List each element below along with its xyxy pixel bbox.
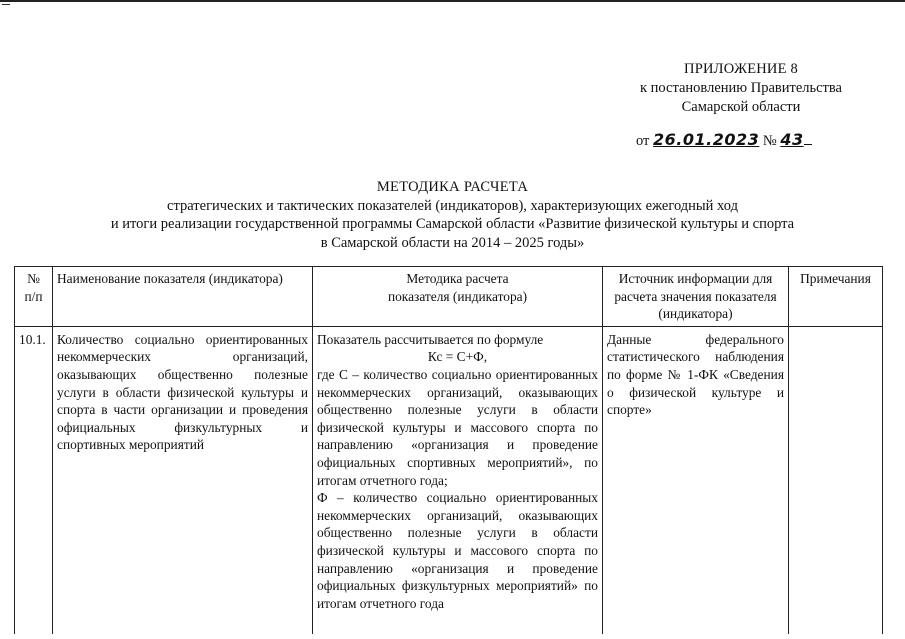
row-source: Данные федерального статистического наблюдения по форме № 1-ФК «Сведения о физической культуре и спорте» (603, 326, 789, 634)
table-header-row (15, 267, 883, 327)
title-line-1: стратегических и тактических показателей (индикаторов), характеризующих ежегодный ход (167, 197, 738, 214)
annex-label: ПРИЛОЖЕНИЕ 8 (684, 61, 798, 77)
document-title (0, 178, 905, 252)
annex-block (600, 60, 882, 117)
title-heading: МЕТОДИКА РАСЧЕТА (376, 179, 529, 195)
title-line-2: и итоги реализации государственной программы Самарской области «Развитие физической культуры и спорта (110, 216, 795, 232)
method-intro: Показатель рассчитывается по формуле (317, 331, 544, 347)
header-num: № п/п (15, 267, 53, 327)
order-prefix: от (636, 133, 650, 149)
annex-decree-ref: к постановлению Правительства (640, 80, 842, 96)
method-formula: Кс = С+Ф, (427, 349, 488, 365)
method-c-definition: где С – количество социально ориентированных некоммерческих организаций, оказывающих общественно полезные услуги в области физической культуры и массового спорта по направлению «организация и проведение официальных спортивных мероприятий», по итогам отчетного года; (317, 366, 598, 488)
table-row (15, 326, 883, 634)
order-date-number (636, 130, 812, 151)
title-line-3: в Самарской области на 2014 – 2025 годы» (320, 234, 585, 251)
row-notes (789, 326, 883, 634)
order-number-handwritten: 43 (780, 130, 804, 149)
header-method: Методика расчета показателя (индикатора) (313, 267, 603, 327)
annex-region: Самарской области (681, 99, 801, 115)
row-indicator-name: Количество социально ориентированных некоммерческих организаций, оказывающих общественно полезные услуги в области физической культуры и спорта в части организации и проведения официальных физкультурных и спортивных мероприятий (53, 326, 313, 634)
order-date-handwritten: 26.01.2023 (653, 130, 760, 149)
header-indicator-name: Наименование показателя (индикатора) (53, 267, 313, 327)
order-number-sign: № (762, 133, 777, 149)
page-top-border (0, 0, 905, 2)
row-num: 10.1. (15, 326, 53, 634)
header-source: Источник информации для расчета значения показателя (индикатора) (603, 267, 789, 327)
header-notes: Примечания (789, 267, 883, 327)
scan-corner-mark (2, 4, 10, 13)
row-method (313, 326, 603, 634)
methodology-table (14, 266, 883, 634)
method-f-definition: Ф – количество социально ориентированных некоммерческих организаций, оказывающих общественно полезные услуги в области физической культуры и массового спорта по направлению «организация и проведение официальных физкультурных мероприятий» по итогам отчетного года (317, 490, 598, 611)
